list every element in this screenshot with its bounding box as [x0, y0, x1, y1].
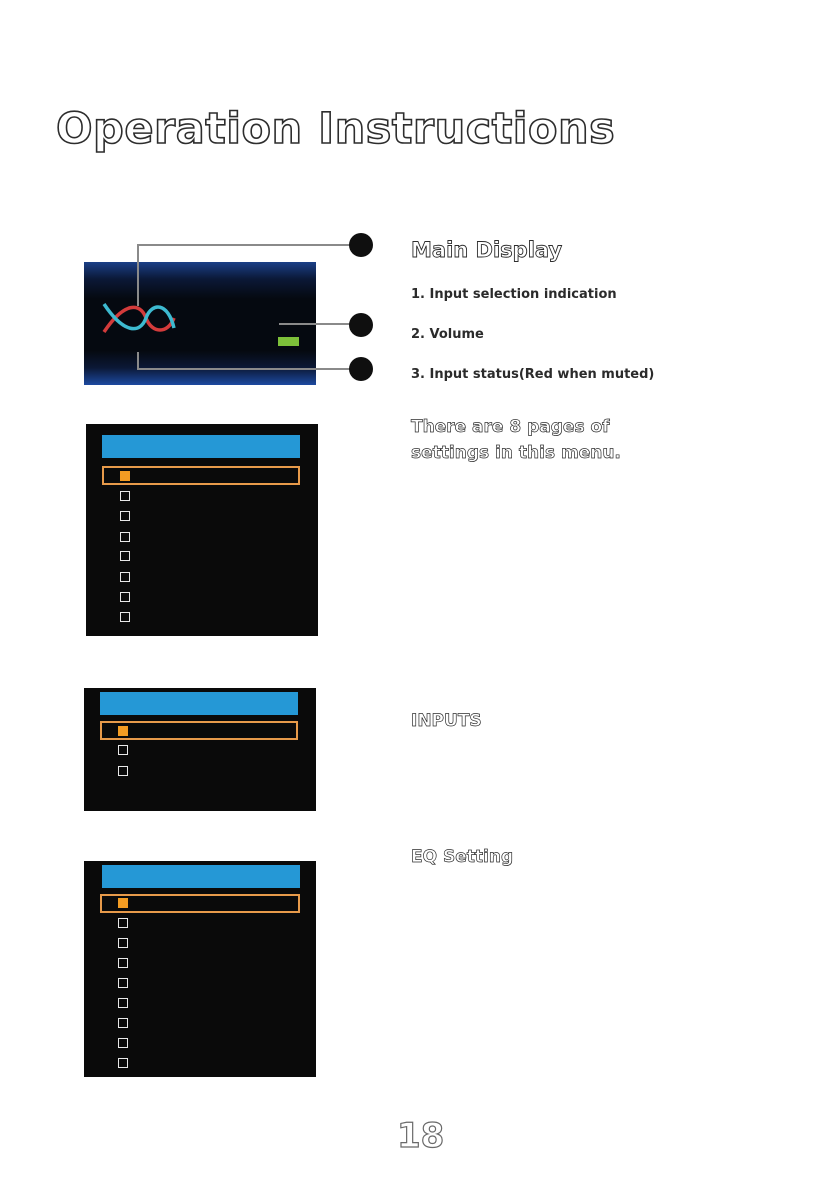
- menu-checkbox[interactable]: [118, 958, 128, 968]
- menu-checkbox[interactable]: [120, 572, 130, 582]
- menu-checkbox[interactable]: [118, 1058, 128, 1068]
- main-display-heading: Main Display: [411, 238, 563, 262]
- settings-menu-screen: [86, 424, 318, 636]
- callout-marker-2: [349, 313, 373, 337]
- menu-selection-highlight: [100, 894, 300, 913]
- callout-line-3: [137, 368, 353, 370]
- menu-checkbox[interactable]: [118, 938, 128, 948]
- menu-checkbox[interactable]: [118, 998, 128, 1008]
- menu-checkbox[interactable]: [118, 766, 128, 776]
- menu-checkbox[interactable]: [120, 592, 130, 602]
- menu-checkbox[interactable]: [120, 471, 130, 481]
- menu-title-bar: [102, 865, 300, 888]
- menu-checkbox[interactable]: [118, 978, 128, 988]
- menu-selection-highlight: [100, 721, 298, 740]
- main-display-item-1: 1. Input selection indication: [411, 287, 617, 302]
- menu-title-bar: [102, 435, 300, 458]
- menu-checkbox[interactable]: [120, 551, 130, 561]
- menu-checkbox[interactable]: [120, 612, 130, 622]
- inputs-menu-screen: [84, 688, 316, 811]
- callout-marker-3: [349, 357, 373, 381]
- callout-marker-1: [349, 233, 373, 257]
- menu-checkbox[interactable]: [120, 491, 130, 501]
- volume-indicator: [278, 337, 299, 346]
- menu-title-bar: [100, 692, 298, 715]
- eq-setting-label: EQ Setting: [411, 847, 514, 867]
- main-display-item-2: 2. Volume: [411, 327, 484, 342]
- menu-checkbox[interactable]: [118, 1018, 128, 1028]
- menu-selection-highlight: [102, 466, 300, 485]
- settings-description: There are 8 pages of settings in this menu.: [411, 417, 621, 463]
- callout-line-2: [279, 323, 353, 325]
- menu-checkbox[interactable]: [120, 532, 130, 542]
- callout-line-1: [137, 244, 139, 306]
- page-title: Operation Instructions: [56, 104, 616, 154]
- menu-checkbox[interactable]: [118, 745, 128, 755]
- menu-checkbox[interactable]: [118, 726, 128, 736]
- callout-line-1: [137, 244, 353, 246]
- menu-checkbox[interactable]: [118, 918, 128, 928]
- main-display-item-3: 3. Input status(Red when muted): [411, 367, 655, 382]
- inputs-label: INPUTS: [411, 711, 482, 731]
- menu-checkbox[interactable]: [118, 1038, 128, 1048]
- menu-checkbox[interactable]: [120, 511, 130, 521]
- eq-menu-screen: [84, 861, 316, 1077]
- page-number: 18: [397, 1116, 445, 1156]
- menu-checkbox[interactable]: [118, 898, 128, 908]
